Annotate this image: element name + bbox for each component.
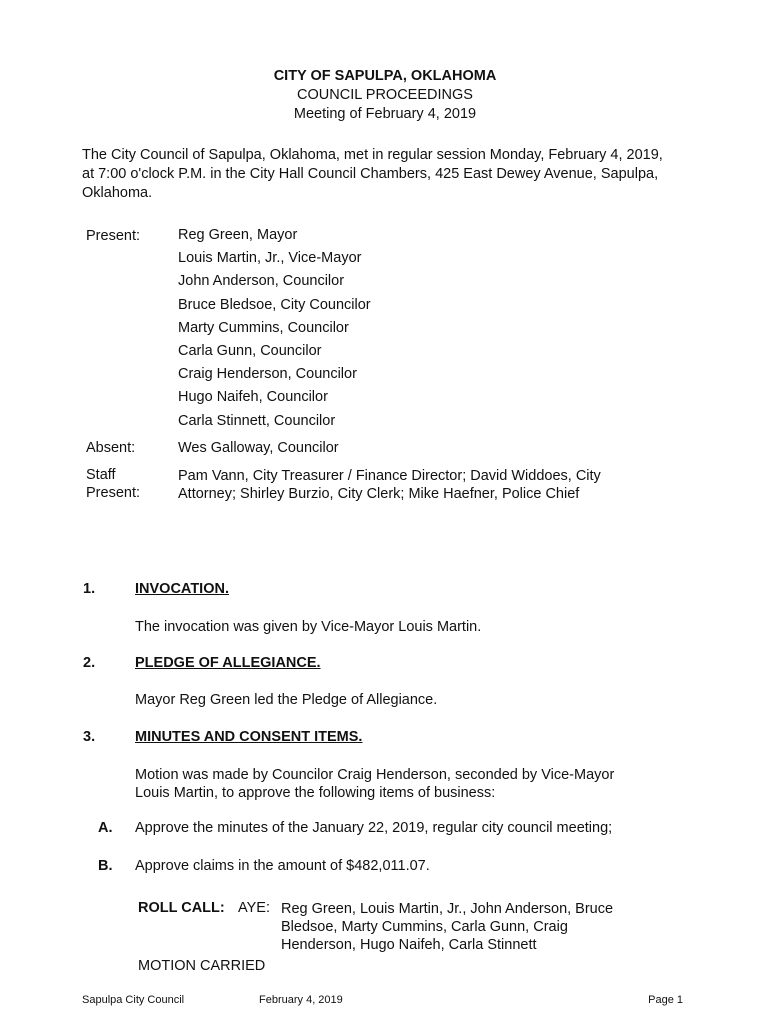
document-subtitle: COUNCIL PROCEEDINGS bbox=[297, 87, 473, 103]
present-member: Craig Henderson, Councilor bbox=[178, 366, 357, 383]
page-number: Page 1 bbox=[648, 994, 683, 1006]
item-number: 2. bbox=[83, 655, 96, 671]
present-member: Bruce Bledsoe, City Councilor bbox=[178, 296, 371, 313]
footer-date: February 4, 2019 bbox=[259, 994, 343, 1006]
document-title: CITY OF SAPULPA, OKLAHOMA bbox=[273, 68, 497, 84]
present-label: Present: bbox=[86, 228, 140, 244]
present-member: Hugo Naifeh, Councilor bbox=[178, 389, 328, 406]
meeting-date: Meeting of February 4, 2019 bbox=[293, 106, 477, 122]
present-member: Louis Martin, Jr., Vice-Mayor bbox=[178, 250, 362, 267]
footer-left: Sapulpa City Council bbox=[82, 994, 185, 1006]
rollcall-label: ROLL CALL: bbox=[138, 900, 225, 916]
item-title-invocation: INVOCATION. bbox=[135, 581, 229, 597]
item-text: The invocation was given by Vice-Mayor Louis Martin. bbox=[135, 619, 482, 635]
motion-result: MOTION CARRIED bbox=[138, 958, 266, 974]
staff-list: Pam Vann, City Treasurer / Finance Director; David Widdoes, City Attorney; Shirley Burzio, City Clerk; Mike Haefner, Police Chief bbox=[178, 468, 601, 502]
subitem-text: Approve claims in the amount of $482,011.07. bbox=[135, 858, 430, 874]
subitem-letter: B. bbox=[98, 858, 113, 874]
absent-label: Absent: bbox=[86, 440, 136, 456]
present-list bbox=[178, 224, 371, 433]
aye-label: AYE: bbox=[238, 900, 270, 916]
subitem-text: Approve the minutes of the January 22, 2019, regular city council meeting; bbox=[135, 820, 613, 836]
subitem-letter: A. bbox=[98, 820, 113, 836]
intro-paragraph: The City Council of Sapulpa, Oklahoma, met in regular session Monday, February 4, 2019, at 7:00 o'clock P.M. in the City Hall Council Chambers, 425 East Dewey Avenue, Sapulpa, Oklahoma. bbox=[82, 147, 663, 201]
item-text: Mayor Reg Green led the Pledge of Allegiance. bbox=[135, 692, 438, 708]
item-title-pledge: PLEDGE OF ALLEGIANCE. bbox=[135, 655, 321, 671]
present-member: Carla Stinnett, Councilor bbox=[178, 412, 336, 429]
item-title-minutes: MINUTES AND CONSENT ITEMS. bbox=[135, 729, 363, 745]
item-text: Motion was made by Councilor Craig Henderson, seconded by Vice-Mayor Louis Martin, to approve the following items of business: bbox=[135, 767, 615, 801]
staff-present-label: Present: bbox=[86, 485, 140, 501]
item-number: 3. bbox=[83, 729, 96, 745]
aye-votes: Reg Green, Louis Martin, Jr., John Anderson, Bruce Bledsoe, Marty Cummins, Carla Gunn, Craig Henderson, Hugo Naifeh, Carla Stinnett bbox=[281, 901, 614, 953]
present-member: Marty Cummins, Councilor bbox=[178, 319, 349, 336]
staff-label: Staff bbox=[86, 467, 116, 483]
present-member: Carla Gunn, Councilor bbox=[178, 342, 322, 359]
item-number: 1. bbox=[83, 581, 96, 597]
present-member: Reg Green, Mayor bbox=[178, 227, 298, 243]
absent-member: Wes Galloway, Councilor bbox=[178, 440, 339, 456]
present-member: John Anderson, Councilor bbox=[178, 273, 345, 290]
